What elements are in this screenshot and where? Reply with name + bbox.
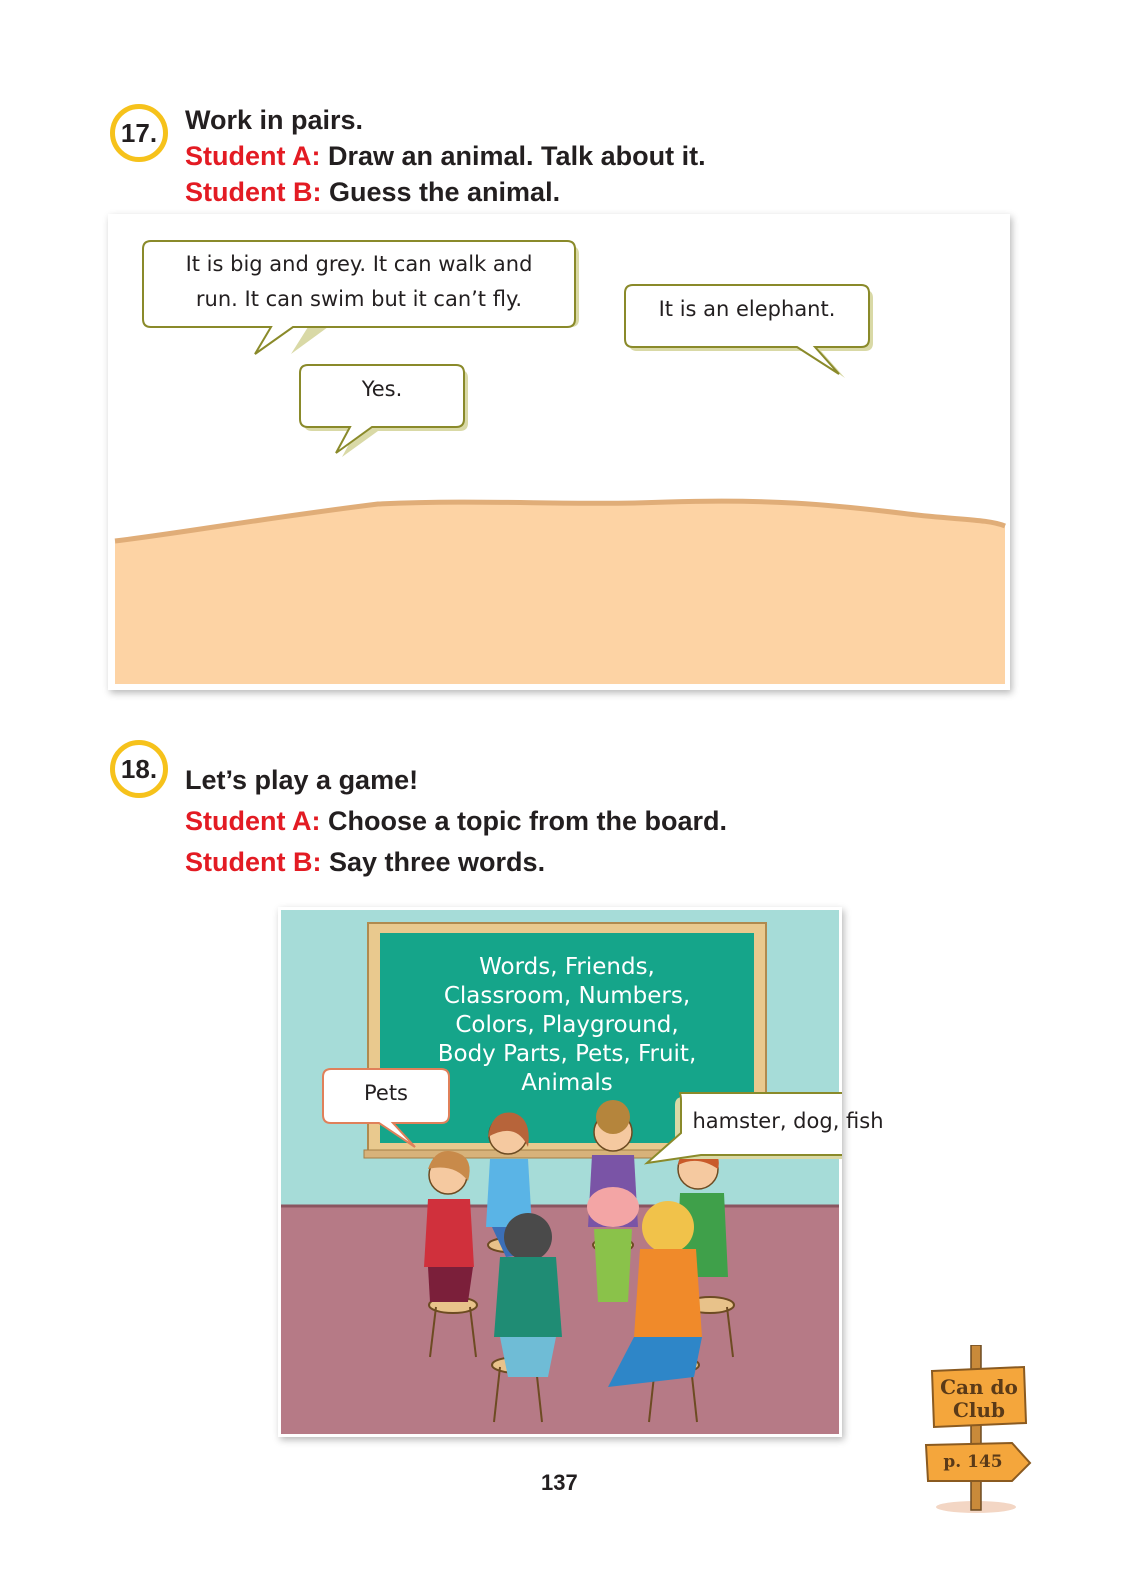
student-a-label: Student A: (185, 141, 321, 171)
sign-title-line-1: Can do (940, 1375, 1018, 1399)
bubble-words-text: hamster, dog, fish (692, 1109, 884, 1133)
student-a-task: Choose a topic from the board. (320, 806, 728, 836)
can-do-club-sign[interactable] (924, 1345, 1034, 1515)
sign-title-line-2: Club (952, 1398, 1006, 1422)
exercise-18-instructions (185, 760, 727, 883)
board-line: Body Parts, Pets, Fruit, (437, 1041, 697, 1067)
exercise-18-title: Let’s play a game! (185, 765, 419, 795)
student-b-task: Guess the animal. (321, 177, 561, 207)
student-b-label: Student B: (185, 177, 322, 207)
exercise-17-student-a (185, 138, 706, 174)
student-b-label: Student B: (185, 847, 322, 877)
child-girl-left (424, 1151, 474, 1302)
classroom-illustration (278, 907, 884, 1437)
student-a-task: Draw an animal. Talk about it. (320, 141, 706, 171)
board-line: Words, Friends, (479, 954, 655, 980)
board-line: Colors, Playground, (455, 1012, 679, 1038)
exercise-17-student-b (185, 174, 706, 210)
drawing-panel (108, 214, 1010, 690)
bubble-description-line-2: run. It can swim but it can’t fly. (195, 287, 523, 311)
exercise-18-student-a (185, 801, 727, 842)
bubble-description-text (143, 247, 575, 317)
bubble-guess-text: It is an elephant. (658, 297, 836, 321)
exercise-number-badge-18 (110, 740, 168, 798)
child-back-dark (494, 1213, 562, 1377)
exercise-18-student-b (185, 842, 727, 883)
bubble-answer-text: Yes. (361, 377, 403, 401)
exercise-17-instructions (185, 102, 706, 210)
bubble-description-line-1: It is big and grey. It can walk and (185, 252, 533, 276)
sign-page-ref: p. 145 (943, 1452, 1003, 1472)
exercise-17-title: Work in pairs. (185, 105, 364, 135)
exercise-number-badge-17 (110, 104, 168, 162)
student-a-label: Student A: (185, 806, 321, 836)
student-b-task: Say three words. (321, 847, 546, 877)
chalkboard-topics (380, 953, 754, 1098)
page-number: 137 (541, 1470, 578, 1495)
signpost-icon (924, 1345, 1034, 1515)
bubble-topic-text: Pets (363, 1081, 408, 1105)
exercise-number-17: 17. (120, 117, 158, 148)
sand-ground (115, 501, 1005, 684)
board-line: Classroom, Numbers, (443, 983, 691, 1009)
exercise-number-18: 18. (120, 753, 158, 784)
board-line: Animals (521, 1070, 613, 1096)
